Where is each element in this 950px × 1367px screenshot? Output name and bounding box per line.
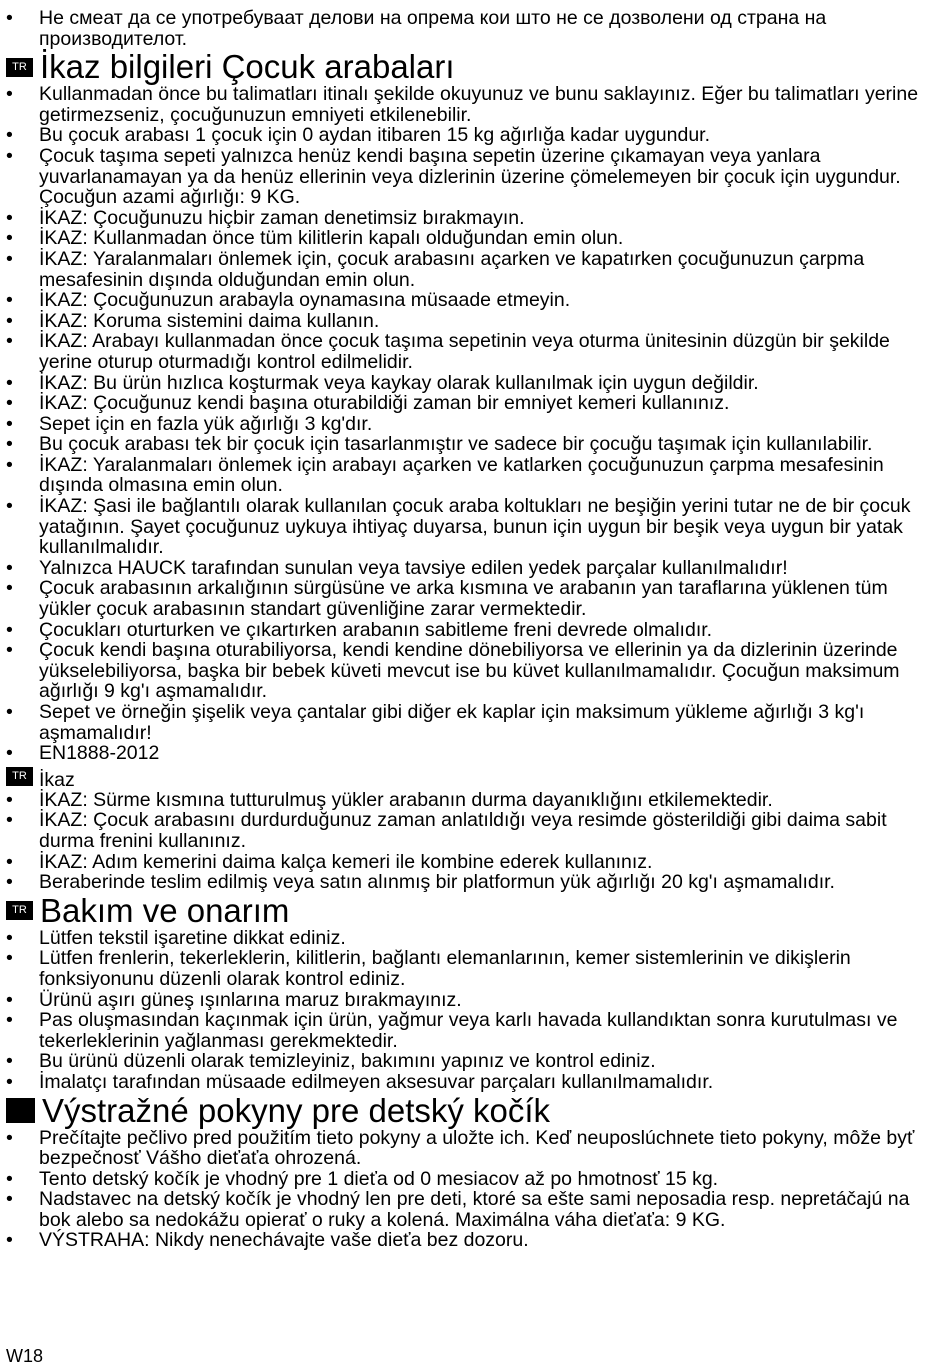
list-item: • Çocuk arabasının arkalığının sürgüsüne ve arka kısmına ve arabanın yan taraflarına yüklenen tüm yükler çocuk arabasının standart güvenliğine zarar vermektedir.	[6, 578, 938, 619]
list-item: • İKAZ: Çocuğunuz kendi başına oturabildiği zaman bir emniyet kemeri kullanınız.	[6, 393, 938, 414]
list-item: • İKAZ: Bu ürün hızlıca koşturmak veya kaykay olarak kullanılmak için uygun değildir.	[6, 373, 938, 394]
list-item: • Sepet için en fazla yük ağırlığı 3 kg'dır.	[6, 414, 938, 435]
list-item: • Prečítajte pečlivo pred použitím tieto pokyny a uložte ich. Keď neuposlúchnete tieto pokyny, môže byť bezpečnosť Vášho dieťaťa ohrozená.	[6, 1128, 938, 1169]
list-item: • İKAZ: Adım kemerini daima kalça kemeri ile kombine ederek kullanınız.	[6, 852, 938, 873]
list-item: • Çocuk kendi başına oturabiliyorsa, kendi kendine dönebiliyorsa ve ellerinin ya da dizlerinin üzerinde yükselebiliyorsa, başka bir bebek küveti mevcut ise bu küvet kullanılmamalıdır. Çocuğun maksimum ağırlığı 9 kg'ı aşmamalıdır.	[6, 640, 938, 702]
section-heading-slovak	[6, 1091, 938, 1129]
list-item: • Lütfen tekstil işaretine dikkat ediniz.	[6, 928, 938, 949]
list-item: • İKAZ: Kullanmadan önce tüm kilitlerin kapalı olduğundan emin olun.	[6, 228, 938, 249]
section-title: Výstražné pokyny pre detský kočík	[42, 1091, 551, 1129]
list-item: • İKAZ: Şasi ile bağlantılı olarak kullanılan çocuk araba koltukları ne beşiğin yerini tutar ne de bir çocuk yatağının. Şayet çocuğunuz uykuya ihtiyaç duyarsa, bunun için uygun bir beşik veya uygun bir yatak kullanılmalıdır.	[6, 496, 938, 558]
maintenance-list	[6, 928, 938, 1093]
list-item: • İKAZ: Koruma sistemini daima kullanın.	[6, 311, 938, 332]
list-item: • Pas oluşmasından kaçınmak için ürün, yağmur veya karlı havada kullandıktan sonra kurutulması ve tekerleklerinin yağlanması gerekmektedir.	[6, 1010, 938, 1051]
document-page	[6, 8, 938, 1251]
section-title: Bakım ve onarım	[40, 891, 290, 929]
list-item: • İKAZ: Çocuğunuzu hiçbir zaman denetimsiz bırakmayın.	[6, 208, 938, 229]
list-item: • İKAZ: Arabayı kullanmadan önce çocuk taşıma sepetinin veya oturma ünitesinin düzgün bir şekilde yerine oturup oturmadığı kontrol edilmelidir.	[6, 331, 938, 372]
ikaz-list	[6, 790, 938, 893]
list-item: • Bu çocuk arabası 1 çocuk için 0 aydan itibaren 15 kg ağırlığa kadar uygundur.	[6, 125, 938, 146]
list-item: • İmalatçı tarafından müsaade edilmeyen aksesuvar parçaları kullanılmamalıdır.	[6, 1072, 938, 1093]
list-item: • Lütfen frenlerin, tekerleklerin, kilitlerin, bağlantı elemanlarının, kemer sistemlerinin ve dikişlerin fonksiyonunu düzenli olarak kontrol ediniz.	[6, 948, 938, 989]
list-item: • İKAZ: Yaralanmaları önlemek için, çocuk arabasını açarken ve kapatırken çocuğunuzun çarpma mesafesinin dışında olduğundan emin olun.	[6, 249, 938, 290]
language-tag: TR	[6, 58, 33, 77]
intro-list	[6, 8, 938, 49]
list-item: • VÝSTRAHA: Nikdy nenechávajte vaše dieťa bez dozoru.	[6, 1230, 938, 1251]
list-item: • Çocukları oturturken ve çıkartırken arabanın sabitleme freni devrede olmalıdır.	[6, 620, 938, 641]
page-number: W18	[6, 1346, 44, 1366]
warnings-list	[6, 84, 938, 764]
list-item: • Не смеат да се употребуваат делови на опрема кои што не се дозволени од страна на производителот.	[6, 8, 938, 49]
list-item: • İKAZ: Çocuğunuzun arabayla oynamasına müsaade etmeyin.	[6, 290, 938, 311]
list-item: • Beraberinde teslim edilmiş veya satın alınmış bir platformun yük ağırlığı 20 kg'ı aşmamalıdır.	[6, 872, 938, 893]
list-item: • Sepet ve örneğin şişelik veya çantalar gibi diğer ek kaplar için maksimum yükleme ağırlığı 3 kg'ı aşmamalıdır!	[6, 702, 938, 743]
language-tag: TR	[6, 901, 33, 920]
language-tag: TR	[6, 767, 33, 786]
list-item: • Ürünü aşırı güneş ışınlarına maruz bırakmayınız.	[6, 990, 938, 1011]
list-item: • Tento detský kočík je vhodný pre 1 dieťa od 0 mesiacov až po hmotnosť 15 kg.	[6, 1169, 938, 1190]
list-item: • Nadstavec na detský kočík je vhodný len pre deti, ktoré sa ešte sami neposadia resp. nepretáčajú na bok alebo sa nedokážu opierať o ruky a kolená. Maximálna váha dieťaťa: 9 KG.	[6, 1189, 938, 1230]
section-heading-ikaz	[6, 764, 938, 790]
list-item: • EN1888-2012	[6, 743, 938, 764]
section-heading-warnings	[6, 48, 938, 86]
list-item: • İKAZ: Yaralanmaları önlemek için arabayı açarken ve katlarken çocuğunuzun çarpma mesafesinin dışında olmasına emin olun.	[6, 455, 938, 496]
language-tag	[6, 1098, 35, 1123]
slovak-warnings-list	[6, 1128, 938, 1252]
list-item: • Bu çocuk arabası tek bir çocuk için tasarlanmıştır ve sadece bir çocuğu taşımak için kullanılabilir.	[6, 434, 938, 455]
section-title: İkaz	[39, 768, 75, 791]
list-item: • Bu ürünü düzenli olarak temizleyiniz, bakımını yapınız ve kontrol ediniz.	[6, 1051, 938, 1072]
section-heading-maintenance	[6, 891, 938, 929]
list-item: • İKAZ: Çocuk arabasını durdurduğunuz zaman anlatıldığı veya resimde gösterildiği gibi daima sabit durma frenini kullanınız.	[6, 810, 938, 851]
list-item: • Yalnızca HAUCK tarafından sunulan veya tavsiye edilen yedek parçalar kullanılmalıdır!	[6, 558, 938, 579]
list-item: • İKAZ: Sürme kısmına tutturulmuş yükler arabanın durma dayanıklığını etkilemektedir.	[6, 790, 938, 811]
section-title: İkaz bilgileri Çocuk arabaları	[40, 48, 455, 86]
list-item: • Çocuk taşıma sepeti yalnızca henüz kendi başına sepetin üzerine çıkamayan veya yanlara yuvarlanamayan ya da henüz ellerinin veya dizlerinin üzerine çömelemeyen bir çocuk için uygundur. Çocuğun azami ağırlığı: 9 KG.	[6, 146, 938, 208]
list-item: • Kullanmadan önce bu talimatları itinalı şekilde okuyunuz ve bunu saklayınız. Eğer bu talimatları yerine getirmezseniz, çocuğunuzun emniyeti etkilenebilir.	[6, 84, 938, 125]
